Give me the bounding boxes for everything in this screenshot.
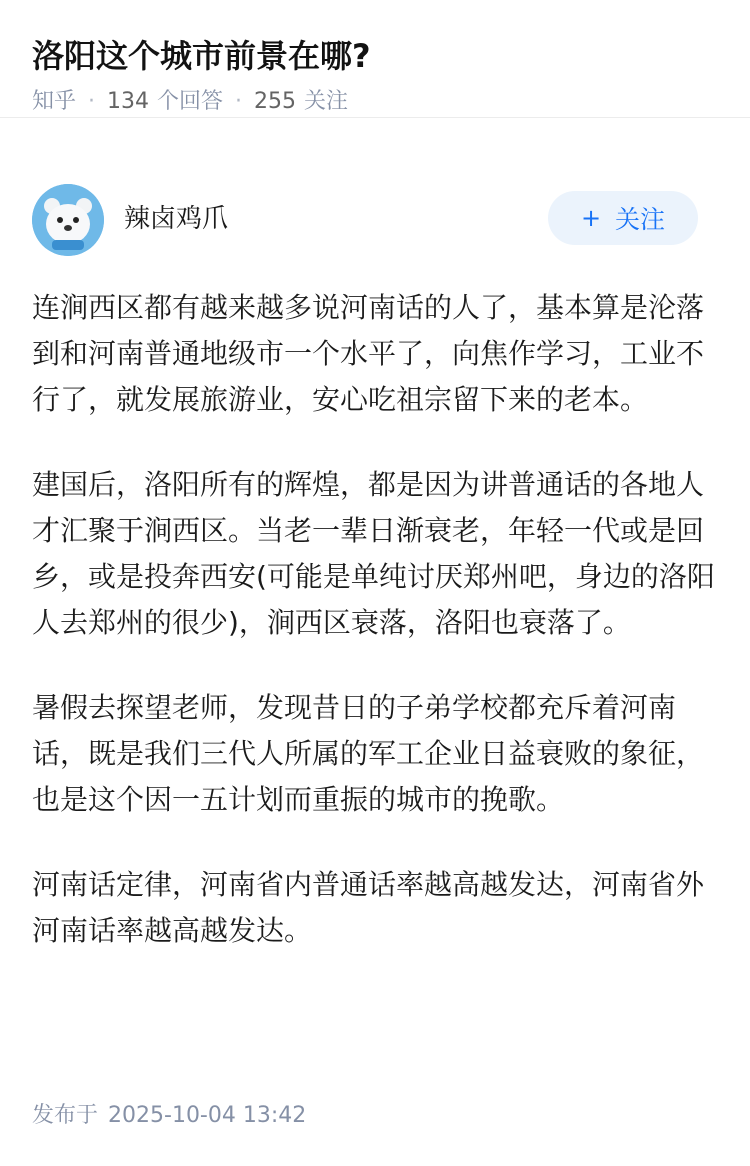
- answer-paragraph: 河南话定律，河南省内普通话率越高越发达，河南省外河南话率越高越发达。: [32, 868, 705, 947]
- followers-count: 255: [254, 89, 297, 114]
- followers-label: 关注: [304, 89, 349, 114]
- answer-paragraph: 建国后，洛阳所有的辉煌，都是因为讲普通话的各地人才汇聚于涧西区。当老一辈日渐衰老，年轻一代或是回乡，或是投奔西安(可能是单纯讨厌郑州吧，身边的洛阳人去郑州的很少)，涧西区衰落，洛阳也衰落了。: [32, 468, 715, 639]
- answer-paragraph: 连涧西区都有越来越多说河南话的人了，基本算是沦落到和河南普通地级市一个水平了，向焦作学习，工业不行了，就发展旅游业，安心吃祖宗留下来的老本。: [32, 291, 705, 416]
- follow-label: 关注: [615, 205, 666, 234]
- author-row: [32, 184, 698, 256]
- publish-date: 2025-10-04 13:42: [108, 1103, 307, 1128]
- follow-button[interactable]: [548, 191, 698, 245]
- plus-icon: +: [580, 204, 602, 232]
- cartoon-bear-avatar-icon[interactable]: [32, 184, 104, 256]
- answer-paragraph: 暑假去探望老师，发现昔日的子弟学校都充斥着河南话，既是我们三代人所属的军工企业日益衰败的象征，也是这个因一五计划而重振的城市的挽歌。: [32, 691, 705, 816]
- publish-label: 发布于: [32, 1103, 99, 1128]
- question-header: [0, 0, 750, 118]
- answers-count: 134: [107, 89, 150, 114]
- answers-label: 个回答: [157, 89, 224, 114]
- question-meta: [32, 84, 718, 120]
- source-label[interactable]: 知乎: [32, 89, 77, 114]
- publish-time: [32, 1100, 306, 1132]
- meta-separator: ·: [235, 89, 243, 114]
- meta-separator: ·: [88, 89, 96, 114]
- author-name[interactable]: 辣卤鸡爪: [124, 203, 229, 234]
- question-title[interactable]: 洛阳这个城市前景在哪?: [32, 37, 371, 75]
- answer-body: [32, 285, 718, 993]
